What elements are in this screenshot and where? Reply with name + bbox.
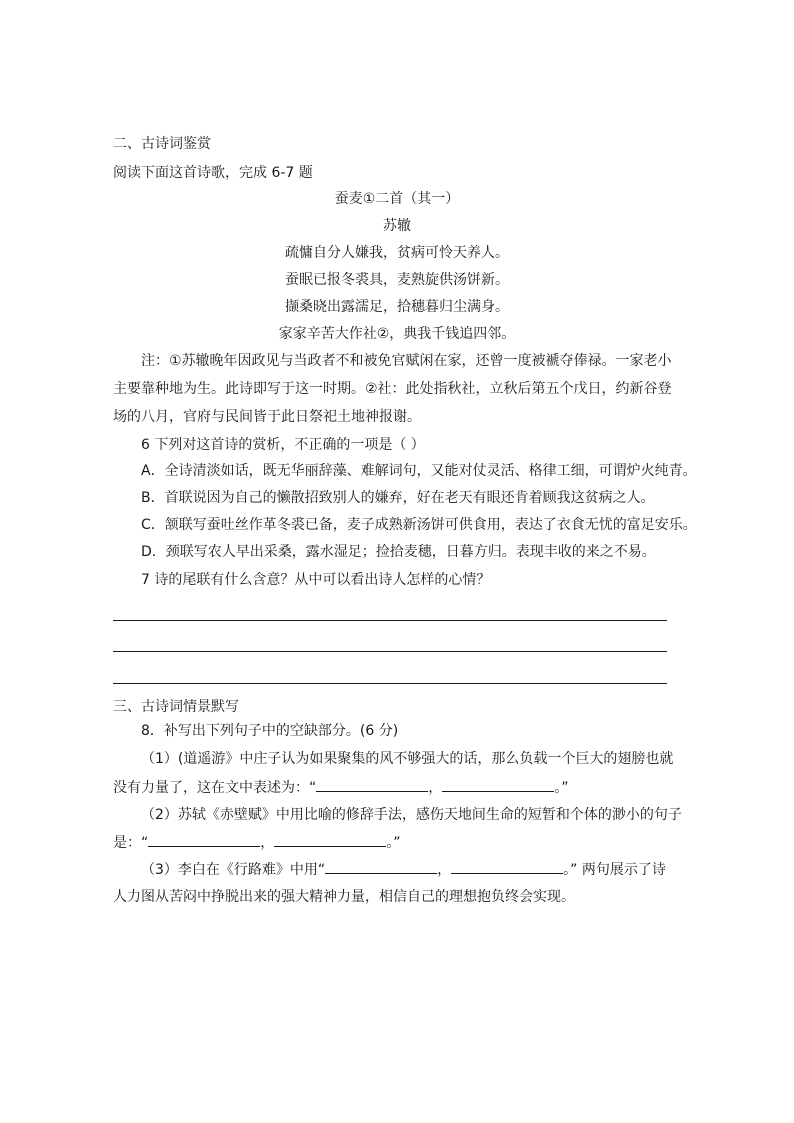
- answer-line[interactable]: [113, 683, 667, 684]
- poem-title: 蚕麦①二首（其一）: [334, 191, 460, 207]
- fill-blank[interactable]: [451, 859, 563, 874]
- fill-blank[interactable]: [148, 832, 260, 847]
- question-8-stem: 8．补写出下列句子中的空缺部分。(6 分): [141, 723, 399, 739]
- fill-separator: ，: [437, 862, 452, 878]
- option-b[interactable]: B．首联说因为自己的懒散招致别人的嫌弃，好在老天有眼还肯着顾我这贫病之人。: [141, 490, 655, 506]
- poem-note: 主要靠种地为生。此诗即写于这一时期。②社：此处指秋社，立秋后第五个戊日，约新谷登: [113, 381, 672, 397]
- fill-blank[interactable]: [316, 777, 428, 792]
- fill-separator: ，: [428, 780, 443, 796]
- fill-item-1: [113, 777, 569, 798]
- poem-author: 苏辙: [383, 218, 411, 234]
- poem-line: 蚕眠已报冬裘具，麦熟旋供汤饼新。: [285, 272, 509, 288]
- fill-item-1-prefix: 没有力量了，这在文中表述为：“: [113, 780, 317, 796]
- fill-item-3-continuation: 人力图从苦闷中挣脱出来的强大精神力量，相信自己的理想抱负终会实现。: [113, 889, 575, 905]
- fill-blank[interactable]: [325, 859, 437, 874]
- poem-line: 撷桑晓出露濡足，拾穗暮归尘满身。: [285, 299, 509, 315]
- fill-blank[interactable]: [274, 832, 386, 847]
- fill-item-3-suffix: 。” 两句展示了诗: [563, 862, 666, 878]
- poem-line: 家家辛苦大作社②，典我千钱追四邻。: [278, 326, 516, 342]
- fill-separator: ，: [260, 835, 275, 851]
- option-c[interactable]: C．颔联写蚕吐丝作革冬裘已备，麦子成熟新汤饼可供食用，表达了衣食无忧的富足安乐。: [141, 517, 697, 533]
- option-d[interactable]: D．颈联写农人早出采桑，露水湿足；捡拾麦穗，日暮方归。表现丰收的来之不易。: [141, 544, 656, 560]
- answer-line[interactable]: [113, 651, 667, 652]
- poem-note: 场的八月，官府与民间皆于此日祭祀土地神报谢。: [113, 409, 421, 425]
- option-a[interactable]: A．全诗清淡如话，既无华丽辞藻、难解词句，又能对仗灵活、格律工细，可谓炉火纯青。: [141, 463, 697, 479]
- poem-line: 疏慵自分人嫌我，贫病可怜天养人。: [285, 245, 509, 261]
- fill-item-2-text: （2）苏轼《赤壁赋》中用比喻的修辞手法，感伤天地间生命的短暂和个体的渺小的句子: [141, 807, 682, 823]
- fill-item-3-prefix: （3）李白在《行路难》中用“: [141, 862, 326, 878]
- reading-instruction: 阅读下面这首诗歌，完成 6-7 题: [113, 165, 313, 181]
- fill-blank[interactable]: [442, 777, 554, 792]
- fill-end: 。”: [554, 780, 569, 796]
- section-heading-poetry: 二、古诗词鉴赏: [113, 136, 211, 152]
- fill-item-1-text: （1）(道遥游》中庄子认为如果聚集的风不够强大的话，那么负载一个巨大的翅膀也就: [141, 751, 674, 767]
- fill-item-3: [141, 859, 666, 880]
- section-heading-recitation: 三、古诗词情景默写: [113, 699, 239, 715]
- question-6-stem: 6 下列对这首诗的赏析，不正确的一项是（ ）: [141, 437, 425, 453]
- answer-line[interactable]: [113, 620, 667, 621]
- fill-end: 。”: [386, 835, 401, 851]
- fill-item-2-prefix: 是：“: [113, 835, 149, 851]
- question-7-stem: 7 诗的尾联有什么含意？从中可以看出诗人怎样的心情？: [141, 572, 491, 588]
- fill-item-2: [113, 832, 401, 853]
- poem-note: 注：①苏辙晚年因政见与当政者不和被免官赋闲在家，还曾一度被褫夺俸禄。一家老小: [141, 353, 672, 369]
